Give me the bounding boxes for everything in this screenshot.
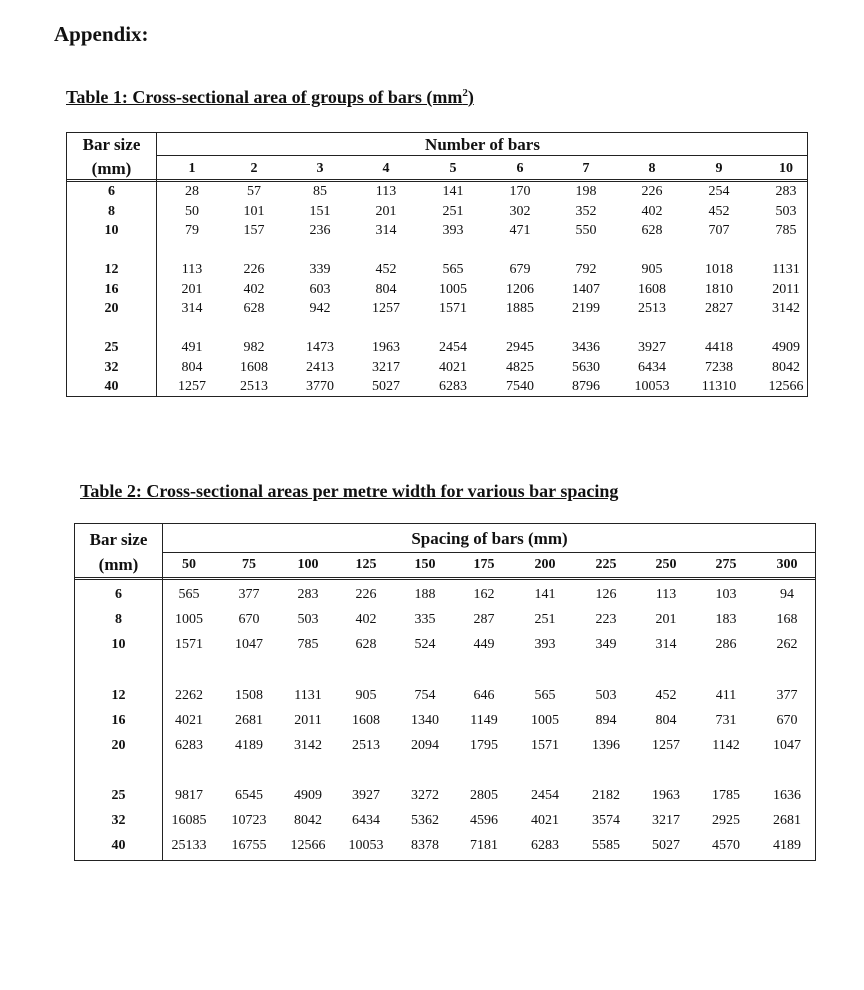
table2-cell: 731 [715,713,737,728]
table2-cell: 168 [776,612,798,627]
table1-cell: 339 [309,262,331,277]
table2-cell: 1963 [652,788,680,803]
table2-cell: 262 [776,637,798,652]
table1 [66,132,808,397]
table1-column-header: 8 [648,161,656,176]
table1-cell: 6283 [439,379,467,394]
table2-cell: 16085 [171,813,207,828]
table1-row-header: Bar size [82,135,141,154]
table2-cell: 377 [776,688,798,703]
table1-cell: 11310 [701,379,737,394]
table2-cell: 1608 [352,713,380,728]
table1-cell: 402 [243,282,265,297]
table2-cell: 1257 [652,738,680,753]
table1-cell: 2454 [439,340,467,355]
table1-caption-end: ) [467,87,474,107]
table2-cell: 251 [534,612,556,627]
table2-cell: 1795 [470,738,498,753]
table1-cell: 283 [775,184,797,199]
table2-cell: 3574 [592,813,620,828]
table2-bar-size: 8 [115,612,122,627]
table2-cell: 141 [534,587,556,602]
table2-cell: 377 [238,587,260,602]
table2-cell: 201 [655,612,677,627]
table1-cell: 982 [243,340,265,355]
table2-cell: 6283 [175,738,203,753]
table2-cell: 6283 [531,838,559,853]
table1-cell: 603 [309,282,331,297]
table2-cell: 5027 [652,838,680,853]
table2-cell: 3272 [411,788,439,803]
table1-bar-size: 10 [104,223,119,238]
table1-cell: 10053 [634,379,670,394]
table2-cell: 565 [178,587,200,602]
table1-column-header: 1 [188,161,196,176]
table2-column-header: 100 [297,557,319,572]
table1-cell: 393 [442,223,464,238]
table1-cell: 1608 [240,360,268,375]
table2-cell: 452 [655,688,677,703]
table2-column-header: 300 [776,557,798,572]
table1-cell: 302 [509,204,531,219]
table2-cell: 565 [534,688,556,703]
table1-cell: 2413 [306,360,334,375]
table2-column-header: 150 [414,557,436,572]
table1-cell: 251 [442,204,464,219]
table2-column-header: 225 [595,557,617,572]
table2-cell: 5362 [411,813,439,828]
table1-bar-size: 16 [104,282,119,297]
table1-cell: 452 [708,204,730,219]
table1-cell: 141 [442,184,464,199]
table2-cell: 10053 [348,838,384,853]
table1-cell: 57 [247,184,261,199]
table2-cell: 1396 [592,738,620,753]
table2-cell: 1005 [175,612,203,627]
table1-cell: 3436 [572,340,600,355]
table2-cell: 8042 [294,813,322,828]
table2-cell: 449 [473,637,495,652]
table1-cell: 471 [509,223,531,238]
table2-cell: 2513 [352,738,380,753]
table1-cell: 452 [375,262,397,277]
table1-cell: 2199 [572,301,600,316]
table2-cell: 188 [414,587,436,602]
table1-cell: 491 [181,340,203,355]
table1-cell: 8042 [772,360,800,375]
table1-cell: 8796 [572,379,600,394]
table2-cell: 3142 [294,738,322,753]
table1-cell: 565 [442,262,464,277]
table2-bar-size: 32 [111,813,126,828]
table2-size-divider [162,524,163,860]
table1-cell: 3927 [638,340,666,355]
table1-cell: 628 [243,301,265,316]
table2-subheader-line [162,552,815,553]
table2-cell: 894 [595,713,617,728]
table1-caption-superscript: 2 [462,87,468,99]
table1-cell: 254 [708,184,730,199]
table1-cell: 4825 [506,360,534,375]
table1-cell: 157 [243,223,265,238]
table2-cell: 1636 [773,788,801,803]
table2-cell: 103 [715,587,737,602]
table2-cell: 2454 [531,788,559,803]
table1-cell: 1963 [372,340,400,355]
table2-cell: 1340 [411,713,439,728]
table1-cell: 198 [575,184,597,199]
table2-cell: 2262 [175,688,203,703]
table2-cell: 7181 [470,838,498,853]
table1-cell: 550 [575,223,597,238]
table2-cell: 2681 [773,813,801,828]
table1-cell: 7238 [705,360,733,375]
table2-cell: 905 [355,688,377,703]
table1-cell: 314 [181,301,203,316]
table2-cell: 162 [473,587,495,602]
table2-cell: 4909 [294,788,322,803]
table1-cell: 792 [575,262,597,277]
table1-cell: 201 [375,204,397,219]
table2-cell: 524 [414,637,436,652]
table2-column-header: 275 [715,557,737,572]
table2-cell: 4021 [531,813,559,828]
table1-cell: 28 [185,184,199,199]
table2-cell: 4021 [175,713,203,728]
table2-column-header: 175 [473,557,495,572]
table2-bar-size: 40 [111,838,126,853]
table1-cell: 201 [181,282,203,297]
table2-cell: 126 [595,587,617,602]
table2-row-header: Bar size [89,530,148,549]
table1-cell: 7540 [506,379,534,394]
table2-bar-size: 10 [111,637,126,652]
table1-cell: 12566 [768,379,804,394]
table1-bar-size: 25 [104,340,119,355]
table1-row-header-unit: (mm) [91,159,132,178]
table1-cell: 2513 [638,301,666,316]
table2-cell: 670 [776,713,798,728]
table2-column-header: 75 [242,557,256,572]
table1-cell: 1571 [439,301,467,316]
table2-cell: 402 [355,612,377,627]
table1-header-rule [67,179,807,182]
table2-cell: 393 [534,637,556,652]
table1-column-header: 9 [715,161,723,176]
table1-cell: 1131 [772,262,800,277]
table1-cell: 402 [641,204,663,219]
table2-header-rule [75,577,815,580]
table2-cell: 1149 [470,713,498,728]
table1-cell: 503 [775,204,797,219]
table1-cell: 1257 [372,301,400,316]
table1-cell: 804 [181,360,203,375]
table2-column-header: 50 [182,557,196,572]
table2-cell: 8378 [411,838,439,853]
table1-cell: 2945 [506,340,534,355]
table2-cell: 283 [297,587,319,602]
table2-cell: 6434 [352,813,380,828]
table2-cell: 2011 [294,713,322,728]
table2-cell: 349 [595,637,617,652]
table2-cell: 25133 [171,838,207,853]
table1-column-header: 7 [582,161,590,176]
table1-bar-size: 32 [104,360,119,375]
table1-bar-size: 20 [104,301,119,316]
table1-cell: 85 [313,184,327,199]
table2-cell: 10723 [231,813,267,828]
table2 [74,523,816,861]
table1-cell: 1018 [705,262,733,277]
table1-cell: 6434 [638,360,666,375]
table1-cell: 113 [375,184,397,199]
table1-cell: 1257 [178,379,206,394]
table1-cell: 3217 [372,360,400,375]
table2-cell: 670 [238,612,260,627]
table1-cell: 5027 [372,379,400,394]
table2-cell: 1508 [235,688,263,703]
page-heading: Appendix: [54,22,149,46]
table1-cell: 1005 [439,282,467,297]
table2-cell: 1571 [531,738,559,753]
table1-cell: 785 [775,223,797,238]
table2-cell: 1047 [773,738,801,753]
table2-cell: 411 [715,688,737,703]
table1-cell: 226 [243,262,265,277]
table1-column-header: 4 [382,161,390,176]
table2-cell: 335 [414,612,436,627]
table1-cell: 236 [309,223,331,238]
table2-column-header: 125 [355,557,377,572]
table1-cell: 3142 [772,301,800,316]
table1-column-header: 3 [316,161,324,176]
table1-cell: 2827 [705,301,733,316]
table1-cell: 170 [509,184,531,199]
table2-cell: 1005 [531,713,559,728]
table1-cell: 3770 [306,379,334,394]
table1-cell: 4418 [705,340,733,355]
table2-column-header: 250 [655,557,677,572]
table1-cell: 707 [708,223,730,238]
table1-column-header: 2 [250,161,258,176]
table1-cell: 352 [575,204,597,219]
table2-cell: 1571 [175,637,203,652]
table2-cell: 785 [297,637,319,652]
table2-column-header: 200 [534,557,556,572]
table2-cell: 2182 [592,788,620,803]
table1-cell: 628 [641,223,663,238]
table2-cell: 223 [595,612,617,627]
table2-bar-size: 20 [111,738,126,753]
table1-cell: 113 [181,262,203,277]
table1-col-group-header: Number of bars [425,135,540,154]
table2-cell: 286 [715,637,737,652]
table2-cell: 1131 [294,688,322,703]
table1-bar-size: 40 [104,379,119,394]
table2-cell: 6545 [235,788,263,803]
table2-bar-size: 25 [111,788,126,803]
table2-cell: 503 [595,688,617,703]
table1-bar-size: 6 [108,184,115,199]
table1-cell: 5630 [572,360,600,375]
table2-cell: 2805 [470,788,498,803]
table2-bar-size: 6 [115,587,122,602]
table2-bar-size: 16 [111,713,126,728]
table2-cell: 4570 [712,838,740,853]
table2-cell: 2681 [235,713,263,728]
table1-cell: 101 [243,204,265,219]
table2-caption: Table 2: Cross-sectional areas per metre width for various bar spacing [80,481,619,501]
table2-cell: 9817 [175,788,203,803]
table1-cell: 4909 [772,340,800,355]
table1-bar-size: 8 [108,204,115,219]
table1-column-header: 6 [516,161,524,176]
table2-cell: 4189 [235,738,263,753]
table2-cell: 1785 [712,788,740,803]
table2-cell: 4596 [470,813,498,828]
table1-cell: 1608 [638,282,666,297]
table2-cell: 3217 [652,813,680,828]
table2-cell: 314 [655,637,677,652]
table2-cell: 94 [780,587,794,602]
table1-cell: 1407 [572,282,600,297]
table2-cell: 2925 [712,813,740,828]
table2-col-group-header: Spacing of bars (mm) [411,529,568,548]
table1-cell: 79 [185,223,199,238]
table1-cell: 314 [375,223,397,238]
table1-subheader-line [156,155,807,156]
table2-cell: 16755 [231,838,267,853]
table1-cell: 1810 [705,282,733,297]
table1-cell: 1885 [506,301,534,316]
table1-cell: 679 [509,262,531,277]
table1-bar-size: 12 [104,262,119,277]
table1-cell: 804 [375,282,397,297]
table1-cell: 4021 [439,360,467,375]
table2-cell: 113 [655,587,677,602]
table1-cell: 50 [185,204,199,219]
table2-cell: 12566 [290,838,326,853]
table2-cell: 287 [473,612,495,627]
table2-cell: 226 [355,587,377,602]
table2-cell: 503 [297,612,319,627]
table2-cell: 754 [414,688,436,703]
table1-caption-text: Table 1: Cross-sectional area of groups of bars (mm [66,87,463,107]
table2-cell: 1047 [235,637,263,652]
table1-caption [66,87,474,108]
table1-cell: 226 [641,184,663,199]
table1-cell: 151 [309,204,331,219]
table1-cell: 905 [641,262,663,277]
table2-cell: 5585 [592,838,620,853]
table2-cell: 1142 [712,738,740,753]
table2-row-header-unit: (mm) [98,555,139,574]
table1-cell: 1206 [506,282,534,297]
table1-cell: 2011 [772,282,800,297]
table2-bar-size: 12 [111,688,126,703]
table2-cell: 2094 [411,738,439,753]
table1-column-header: 10 [779,161,793,176]
table1-size-divider [156,133,157,396]
table2-cell: 628 [355,637,377,652]
table1-cell: 2513 [240,379,268,394]
table1-column-header: 5 [449,161,457,176]
table1-cell: 942 [309,301,331,316]
table1-cell: 1473 [306,340,334,355]
table2-cell: 4189 [773,838,801,853]
table2-cell: 804 [655,713,677,728]
table2-cell: 3927 [352,788,380,803]
table2-cell: 646 [473,688,495,703]
table2-cell: 183 [715,612,737,627]
